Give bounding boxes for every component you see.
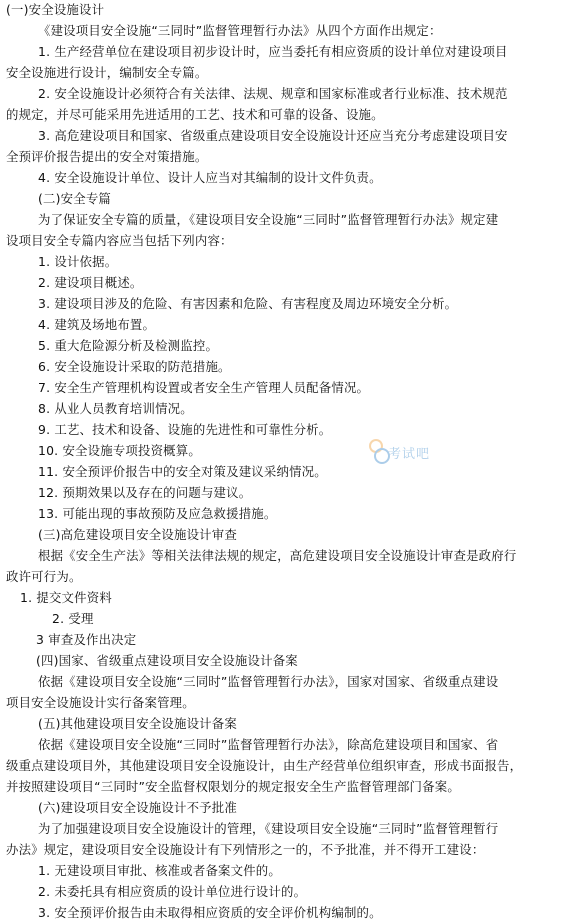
text-line: 为了加强建设项目安全设施设计的管理，《建设项目安全设施“三同时”监督管理暂行 xyxy=(38,821,499,836)
text-line: (四)国家、省级重点建设项目安全设施设计备案 xyxy=(36,653,298,668)
text-line: 政许可行为。 xyxy=(6,569,82,584)
text-line: 并按照建设项目“三同时”安全监督权限划分的规定报安全生产监督管理部门备案。 xyxy=(6,779,460,794)
text-line: 12. 预期效果以及存在的问题与建议。 xyxy=(38,485,252,500)
text-line: 3. 安全预评价报告由未取得相应资质的安全评价机构编制的。 xyxy=(38,905,382,920)
text-line: 6. 安全设施设计采取的防范措施。 xyxy=(38,359,231,374)
text-line: 2. 建设项目概述。 xyxy=(38,275,143,290)
text-line: 1. 无建设项目审批、核准或者备案文件的。 xyxy=(38,863,281,878)
watermark-text: 考试吧 xyxy=(388,447,431,462)
text-line: 办法》规定，建设项目安全设施设计有下列情形之一的，不予批准，并不得开工建设： xyxy=(6,842,485,857)
text-line: 全预评价报告提出的安全对策措施。 xyxy=(6,149,208,164)
text-line: 3. 高危建设项目和国家、省级重点建设项目安全设施设计还应当充分考虑建设项目安 xyxy=(38,128,508,143)
text-line: 2. 受理 xyxy=(52,611,94,626)
text-line: 1. 提交文件资料 xyxy=(20,590,112,605)
text-line: 5. 重大危险源分析及检测监控。 xyxy=(38,338,219,353)
text-line: 依据《建设项目安全设施“三同时”监督管理暂行办法》，除高危建设项目和国家、省 xyxy=(38,737,499,752)
text-line: 设项目安全专篇内容应当包括下列内容： xyxy=(6,233,233,248)
text-line: 依据《建设项目安全设施“三同时”监督管理暂行办法》，国家对国家、省级重点建设 xyxy=(38,674,499,689)
watermark xyxy=(368,436,430,470)
text-line: 的规定，并尽可能采用先进适用的工艺、技术和可靠的设备、设施。 xyxy=(6,107,384,122)
text-line: 4. 建筑及场地布置。 xyxy=(38,317,156,332)
text-line: 《建设项目安全设施“三同时”监督管理暂行办法》从四个方面作出规定： xyxy=(38,23,442,38)
text-line: 2. 安全设施设计必须符合有关法律、法规、规章和国家标准或者行业标准、技术规范 xyxy=(38,86,508,101)
text-line: (一)安全设施设计 xyxy=(6,2,105,17)
text-line: 1. 生产经营单位在建设项目初步设计时，应当委托有相应资质的设计单位对建设项目 xyxy=(38,44,508,59)
text-line: 8. 从业人员教育培训情况。 xyxy=(38,401,193,416)
text-line: 为了保证安全专篇的质量，《建设项目安全设施“三同时”监督管理暂行办法》规定建 xyxy=(38,212,499,227)
text-line: (五)其他建设项目安全设施设计备案 xyxy=(38,716,237,731)
exam-site-logo-icon xyxy=(368,438,390,468)
text-line: 9. 工艺、技术和设备、设施的先进性和可靠性分析。 xyxy=(38,422,332,437)
text-line: 3 审查及作出决定 xyxy=(36,632,137,647)
text-line: 4. 安全设施设计单位、设计人应当对其编制的设计文件负责。 xyxy=(38,170,382,185)
text-line: (二)安全专篇 xyxy=(38,191,112,206)
text-line: 安全设施进行设计，编制安全专篇。 xyxy=(6,65,208,80)
text-line: 2. 未委托具有相应资质的设计单位进行设计的。 xyxy=(38,884,307,899)
text-line: 项目安全设施设计实行备案管理。 xyxy=(6,695,195,710)
text-line: 根据《安全生产法》等相关法律法规的规定，高危建设项目安全设施设计审查是政府行 xyxy=(38,548,517,563)
text-line: (六)建设项目安全设施设计不予批准 xyxy=(38,800,237,815)
text-line: 7. 安全生产管理机构设置或者安全生产管理人员配备情况。 xyxy=(38,380,370,395)
text-line: 10. 安全设施专项投资概算。 xyxy=(38,443,201,458)
text-line: (三)高危建设项目安全设施设计审查 xyxy=(38,527,237,542)
text-line: 3. 建设项目涉及的危险、有害因素和危险、有害程度及周边环境安全分析。 xyxy=(38,296,458,311)
text-line: 11. 安全预评价报告中的安全对策及建议采纳情况。 xyxy=(38,464,327,479)
text-line: 级重点建设项目外，其他建设项目安全设施设计，由生产经营单位组织审查，形成书面报告， xyxy=(6,758,523,773)
text-line: 1. 设计依据。 xyxy=(38,254,118,269)
text-line: 13. 可能出现的事故预防及应急救援措施。 xyxy=(38,506,277,521)
